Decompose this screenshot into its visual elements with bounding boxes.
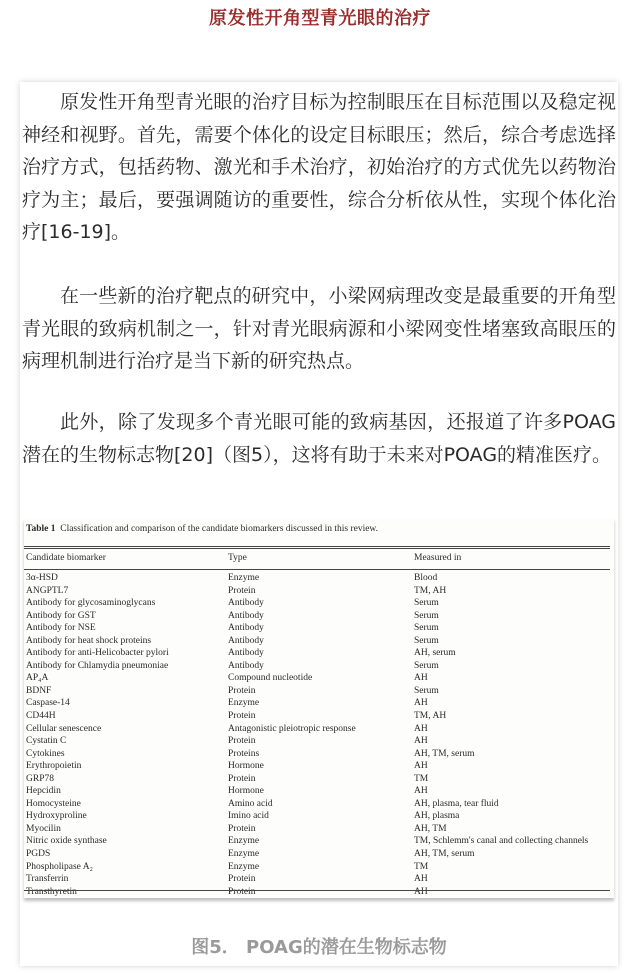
table-cell-type: Protein (228, 736, 256, 747)
table-cell-type: Antibody (228, 635, 264, 646)
table-row (24, 698, 614, 711)
table-cell-measured-in: AH (414, 786, 428, 797)
table-cell-measured-in: TM, AH (414, 585, 447, 596)
table-cell-measured-in: TM (414, 861, 429, 872)
table-row (24, 611, 614, 624)
table-cell-measured-in: Serum (414, 635, 439, 646)
table-cell-type: Enzyme (228, 573, 260, 583)
table-cell-measured-in: AH (414, 761, 428, 772)
paragraph-treatment-goals: 原发性开角型青光眼的治疗目标为控制眼压在目标范围以及稳定视神经和视野。首先，需要个体化的设定目标眼压；然后，综合考虑选择治疗方式，包括药物、激光和手术治疗，初始治疗的方式优先以药物治疗为主；最后，要强调随访的重要性，综合分析依从性，实现个体化治疗[16-19]。 (22, 91, 616, 243)
table-caption (26, 524, 378, 534)
table-cell-type: Antibody (228, 648, 264, 659)
table-row (24, 736, 614, 749)
table-cell-type: Antibody (228, 598, 264, 609)
table-cell-measured-in: AH, serum (414, 648, 456, 659)
table-cell-biomarker: Transferrin (26, 874, 69, 885)
table-cell-biomarker: Erythropoietin (26, 761, 82, 772)
table-cell-measured-in: AH, plasma (414, 811, 460, 822)
table-row (24, 661, 614, 674)
table-cell-biomarker: Cytokines (26, 748, 65, 759)
table-row (24, 686, 614, 699)
table-cell-type: Proteins (228, 748, 260, 759)
table-cell-measured-in: AH, TM, serum (414, 849, 475, 860)
table-row (24, 887, 614, 900)
table-row (24, 598, 614, 611)
table-cell-biomarker: AP₄A (26, 673, 49, 684)
table-top-rule-double (24, 548, 610, 549)
table-cell-biomarker: PGDS (26, 849, 51, 860)
table-row (24, 636, 614, 649)
table-bottom-rule (24, 890, 610, 891)
table-cell-biomarker: 3α-HSD (26, 573, 58, 583)
table-cell-measured-in: Blood (414, 573, 438, 583)
table-cell-biomarker: Cellular senescence (26, 723, 102, 734)
table-cell-measured-in: AH, TM, serum (414, 748, 475, 759)
table-cell-biomarker: Cystatin C (26, 736, 67, 747)
biomarker-table-image (24, 518, 614, 898)
table-cell-measured-in: AH (414, 886, 428, 897)
table-header-biomarker: Candidate biomarker (26, 553, 106, 563)
table-cell-type: Hormone (228, 761, 264, 772)
table-cell-type: Antibody (228, 660, 264, 671)
table-cell-biomarker: Antibody for GST (26, 610, 96, 621)
table-cell-type: Protein (228, 874, 256, 885)
table-cell-biomarker: Nitric oxide synthase (26, 836, 107, 847)
table-cell-type: Protein (228, 685, 256, 696)
figure-caption: 图5． POAG的潜在生物标志物 (191, 937, 447, 958)
table-cell-measured-in: Serum (414, 660, 439, 671)
table-cell-biomarker: CD44H (26, 711, 56, 722)
table-cell-type: Enzyme (228, 698, 260, 709)
table-cell-biomarker: Hydroxyproline (26, 811, 87, 822)
table-cell-type: Protein (228, 585, 256, 596)
table-row (24, 824, 614, 837)
table-header-rule (24, 569, 610, 570)
table-row (24, 573, 614, 586)
table-cell-measured-in: Serum (414, 610, 439, 621)
table-cell-type: Protein (228, 886, 256, 897)
article-card (20, 82, 618, 966)
table-row (24, 862, 614, 875)
table-cell-measured-in: TM, AH (414, 711, 447, 722)
table-top-rule (24, 546, 610, 547)
table-cell-type: Hormone (228, 786, 264, 797)
table-cell-biomarker: ANGPTL7 (26, 585, 69, 596)
table-header-measured-in: Measured in (414, 553, 462, 563)
table-row (24, 749, 614, 762)
table-cell-type: Antagonistic pleiotropic response (228, 723, 356, 734)
table-row (24, 623, 614, 636)
table-cell-biomarker: Hepcidin (26, 786, 61, 797)
table-header-type: Type (228, 553, 247, 563)
table-caption-text: Classification and comparison of the candidate biomarkers discussed in this review. (60, 524, 379, 534)
table-cell-biomarker: BDNF (26, 685, 52, 696)
table-cell-biomarker: Antibody for anti-Helicobacter pylori (26, 648, 169, 659)
table-row (24, 849, 614, 862)
table-cell-type: Protein (228, 711, 256, 722)
table-cell-measured-in: AH (414, 673, 428, 684)
paragraph-biomarkers: 此外，除了发现多个青光眼可能的致病基因，还报道了许多POAG潜在的生物标志物[20]（图5），这将有助于未来对POAG的精准医疗。 (22, 411, 616, 466)
table-row (24, 648, 614, 661)
table-cell-biomarker: Antibody for Chlamydia pneumoniae (26, 660, 169, 671)
table-cell-type: Enzyme (228, 849, 260, 860)
table-row (24, 799, 614, 812)
table-row (24, 774, 614, 787)
table-cell-biomarker: Antibody for glycosaminoglycans (26, 598, 156, 609)
table-row (24, 836, 614, 849)
table-row (24, 761, 614, 774)
table-cell-measured-in: AH, plasma, tear fluid (414, 798, 499, 809)
table-cell-type: Enzyme (228, 836, 260, 847)
table-row (24, 711, 614, 724)
table-cell-biomarker: Phospholipase A₂ (26, 861, 93, 872)
table-cell-biomarker: Transthyretin (26, 886, 77, 897)
table-cell-measured-in: AH, TM (414, 823, 447, 834)
table-cell-measured-in: AH (414, 874, 428, 885)
table-cell-measured-in: AH (414, 723, 428, 734)
table-cell-biomarker: Myocilin (26, 823, 61, 834)
table-cell-type: Amino acid (228, 798, 273, 809)
table-cell-type: Imino acid (228, 811, 269, 822)
table-cell-measured-in: AH (414, 736, 428, 747)
table-row (24, 811, 614, 824)
table-row (24, 874, 614, 887)
table-cell-biomarker: Homocysteine (26, 798, 81, 809)
table-cell-measured-in: AH (414, 698, 428, 709)
table-cell-biomarker: Caspase-14 (26, 698, 70, 709)
table-cell-type: Compound nucleotide (228, 673, 313, 684)
table-cell-biomarker: Antibody for heat shock proteins (26, 635, 152, 646)
table-cell-type: Antibody (228, 610, 264, 621)
table-cell-biomarker: GRP78 (26, 773, 54, 784)
table-cell-type: Antibody (228, 623, 264, 634)
table-row (24, 673, 614, 686)
table-body (24, 573, 614, 899)
paragraph-new-targets: 在一些新的治疗靶点的研究中，小梁网病理改变是最重要的开角型青光眼的致病机制之一，针对青光眼病源和小梁网变性堵塞致高眼压的病理机制进行治疗是当下新的研究热点。 (22, 285, 616, 372)
table-cell-biomarker: Antibody for NSE (26, 623, 96, 634)
page-title: 原发性开角型青光眼的治疗 (209, 8, 431, 29)
table-cell-measured-in: Serum (414, 598, 439, 609)
table-cell-measured-in: Serum (414, 623, 439, 634)
table-cell-measured-in: Serum (414, 685, 439, 696)
table-cell-measured-in: TM, Schlemm's canal and collecting channels (414, 836, 589, 847)
table-cell-type: Protein (228, 773, 256, 784)
table-cell-type: Protein (228, 823, 256, 834)
table-caption-label: Table 1 (26, 524, 56, 534)
table-cell-type: Enzyme (228, 861, 260, 872)
table-cell-measured-in: TM (414, 773, 429, 784)
table-row (24, 586, 614, 599)
table-row (24, 786, 614, 799)
table-row (24, 724, 614, 737)
